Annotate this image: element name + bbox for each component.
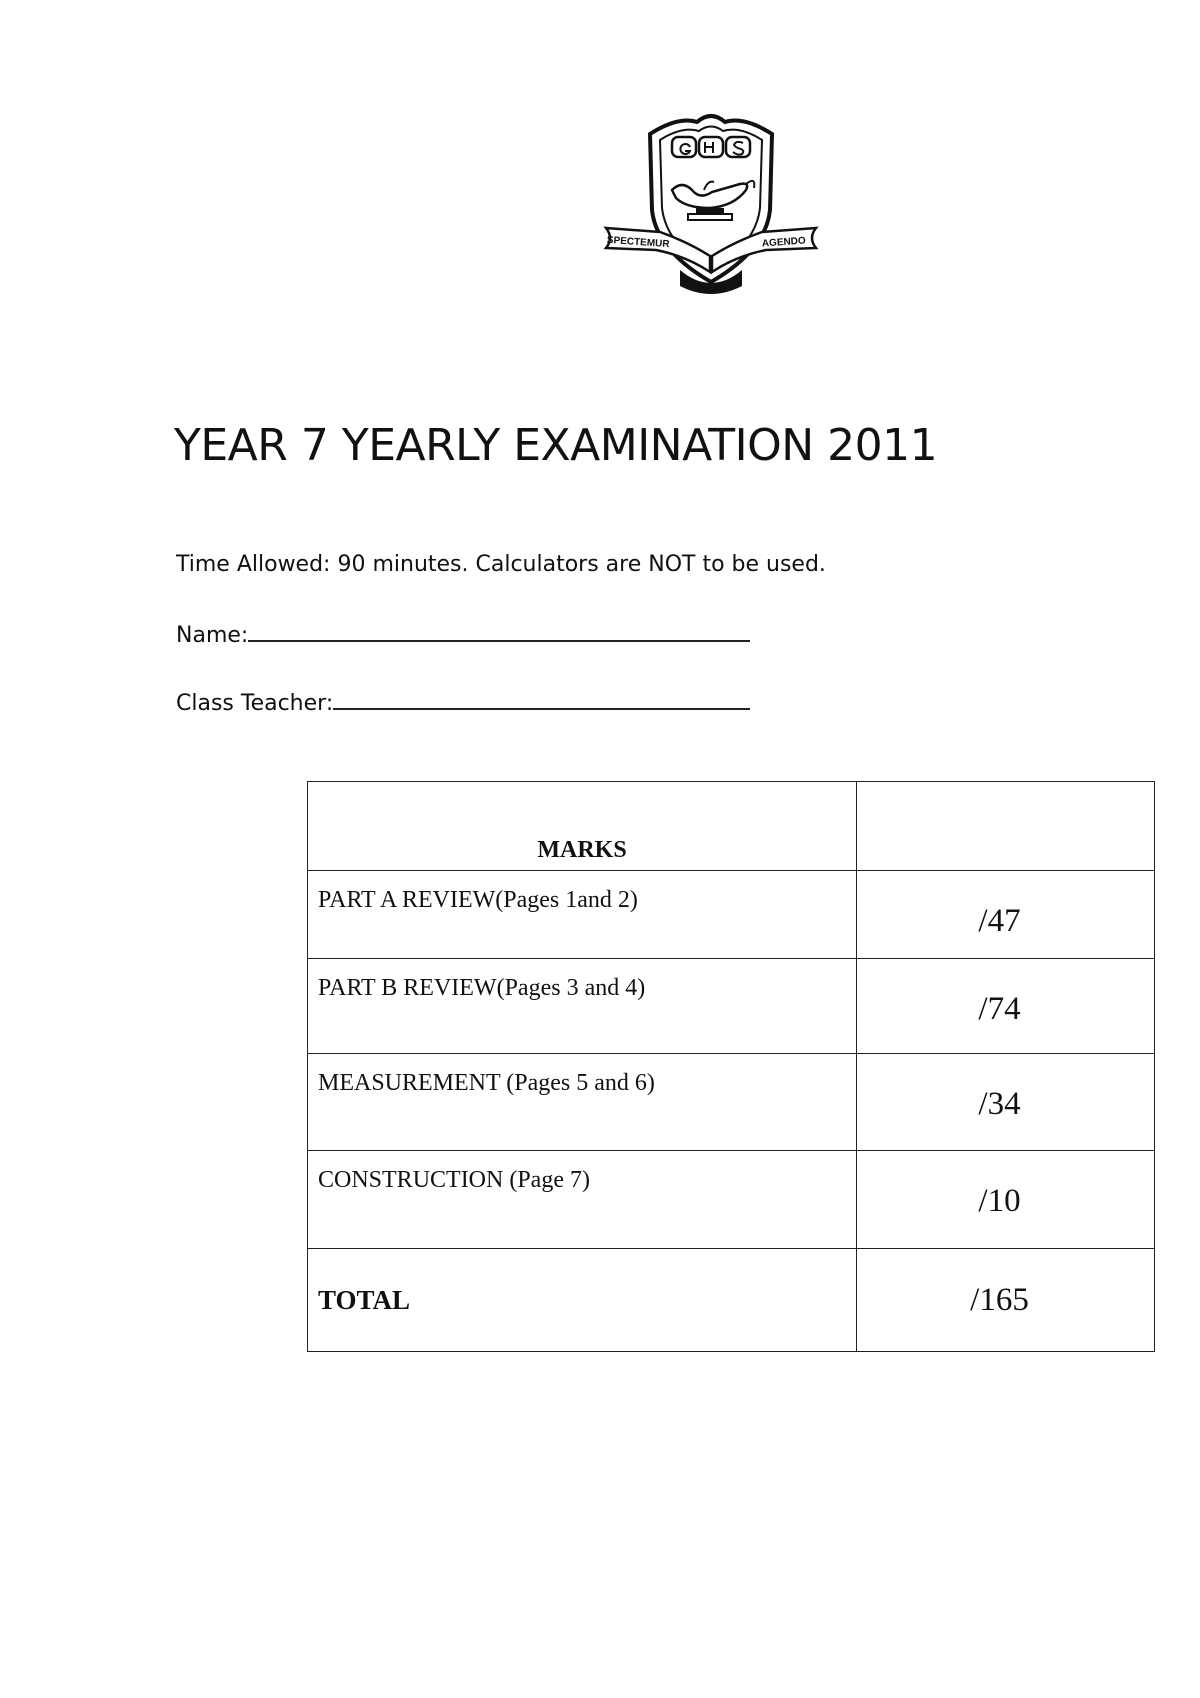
row-label-part-a: PART A REVIEW(Pages 1and 2) xyxy=(308,871,857,959)
total-score: /165 xyxy=(857,1249,1155,1352)
name-field xyxy=(176,620,750,648)
class-teacher-field xyxy=(176,688,750,716)
svg-text:AGENDO: AGENDO xyxy=(761,235,807,250)
marks-header: MARKS xyxy=(308,782,857,871)
table-row xyxy=(308,871,1155,959)
row-score-part-b: /74 xyxy=(857,959,1155,1054)
marks-table xyxy=(307,781,1155,1352)
row-label-part-b: PART B REVIEW(Pages 3 and 4) xyxy=(308,959,857,1054)
table-row xyxy=(308,959,1155,1054)
class-teacher-blank-line[interactable] xyxy=(333,688,750,710)
row-score-measurement: /34 xyxy=(857,1054,1155,1151)
svg-text:SPECTEMUR: SPECTEMUR xyxy=(606,234,670,251)
table-header-row xyxy=(308,782,1155,871)
exam-title: YEAR 7 YEARLY EXAMINATION 2011 xyxy=(174,420,938,471)
row-label-measurement: MEASUREMENT (Pages 5 and 6) xyxy=(308,1054,857,1151)
table-row xyxy=(308,1054,1155,1151)
score-header-cell xyxy=(857,782,1155,871)
class-teacher-label: Class Teacher: xyxy=(176,691,334,716)
school-crest-logo xyxy=(600,110,822,296)
instructions-text: Time Allowed: 90 minutes. Calculators are NOT to be used. xyxy=(176,552,826,577)
total-row xyxy=(308,1249,1155,1352)
name-label: Name: xyxy=(176,623,249,648)
name-blank-line[interactable] xyxy=(248,620,750,642)
total-label: TOTAL xyxy=(308,1249,857,1352)
table-row xyxy=(308,1151,1155,1249)
row-score-construction: /10 xyxy=(857,1151,1155,1249)
row-label-construction: CONSTRUCTION (Page 7) xyxy=(308,1151,857,1249)
row-score-part-a: /47 xyxy=(857,871,1155,959)
